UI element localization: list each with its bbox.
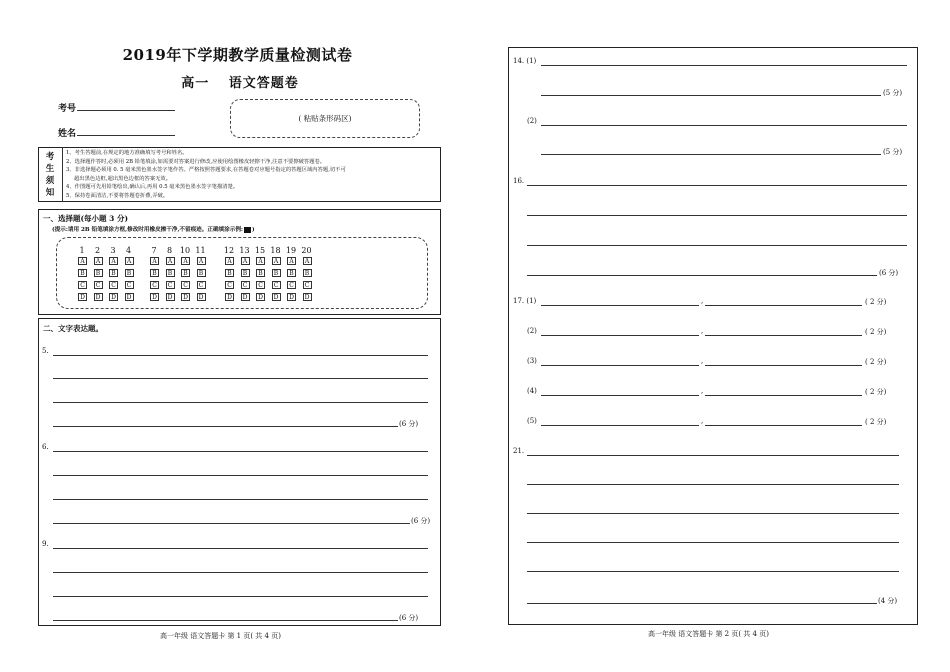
answer-bubble-b[interactable]: B: [166, 269, 175, 277]
answer-bubble-d[interactable]: D: [197, 293, 206, 301]
question-label: 17. (1): [513, 297, 537, 305]
answer-bubble-b[interactable]: B: [125, 269, 134, 277]
answer-bubble-b[interactable]: B: [241, 269, 250, 277]
answer-line[interactable]: [541, 365, 699, 366]
answer-line[interactable]: [527, 185, 907, 186]
answer-bubble-c[interactable]: C: [287, 281, 296, 289]
exam-subtitle: 高一 语文答题卷: [181, 76, 299, 91]
answer-bubble-d[interactable]: D: [109, 293, 118, 301]
right-answer-box: [508, 47, 918, 625]
separator: ,: [701, 357, 704, 365]
answer-bubble-a[interactable]: A: [78, 257, 87, 265]
barcode-label: ( 粘贴条形码区): [298, 114, 352, 123]
answer-bubble-c[interactable]: C: [166, 281, 175, 289]
answer-bubble-d[interactable]: D: [241, 293, 250, 301]
answer-line[interactable]: [541, 395, 699, 396]
answer-line[interactable]: [541, 305, 699, 306]
question-label: 6.: [42, 443, 49, 451]
answer-line[interactable]: [53, 548, 428, 549]
separator: ,: [701, 327, 704, 335]
answer-bubble-b[interactable]: B: [256, 269, 265, 277]
answer-line[interactable]: [705, 335, 862, 336]
notice-label: [38, 147, 63, 202]
question-label: (2): [527, 327, 537, 335]
answer-line[interactable]: [705, 395, 862, 396]
expression-title: 二、文字表达题。: [43, 324, 103, 333]
answer-bubble-a[interactable]: A: [197, 257, 206, 265]
answer-bubble-a[interactable]: A: [256, 257, 265, 265]
answer-bubble-d[interactable]: D: [181, 293, 190, 301]
name-label: 姓名: [58, 129, 77, 139]
answer-line[interactable]: [541, 425, 699, 426]
answer-bubble-b[interactable]: B: [78, 269, 87, 277]
question-score: (6 分): [399, 614, 419, 622]
question-score: ( 2 分): [865, 298, 887, 306]
question-number: 1: [79, 246, 85, 255]
answer-bubble-b[interactable]: B: [181, 269, 190, 277]
question-label: 21.: [513, 447, 525, 455]
separator: ,: [701, 387, 704, 395]
answer-bubble-c[interactable]: C: [241, 281, 250, 289]
answer-bubble-c[interactable]: C: [125, 281, 134, 289]
notice-line: 2、选择题作答时,必须用 2B 铅笔填涂,如需要对答案进行修改,应使用绘图橡皮轻擦干净,注意不要擦破答题卷。: [66, 158, 326, 165]
answer-line[interactable]: [53, 572, 428, 573]
answer-bubble-c[interactable]: C: [303, 281, 312, 289]
question-number: 12: [223, 246, 235, 255]
question-score: (4 分): [878, 597, 898, 605]
question-label: 5.: [42, 347, 49, 355]
exam-no-field[interactable]: [77, 110, 175, 111]
question-number: 10: [179, 246, 191, 255]
answer-line[interactable]: [527, 513, 899, 514]
notice-char: 知: [45, 187, 55, 198]
question-number: 7: [151, 246, 157, 255]
question-number: 4: [125, 246, 132, 255]
answer-line[interactable]: [527, 571, 899, 572]
question-score: (5 分): [883, 89, 903, 97]
answer-bubble-c[interactable]: C: [109, 281, 118, 289]
answer-bubble-c[interactable]: C: [94, 281, 103, 289]
answer-line[interactable]: [541, 65, 907, 66]
answer-line[interactable]: [53, 499, 428, 500]
answer-bubble-d[interactable]: D: [150, 293, 159, 301]
answer-line[interactable]: [705, 365, 862, 366]
notice-char: 须: [45, 175, 55, 186]
choice-title: 一、选择题(每小题 3 分): [43, 214, 129, 223]
hint-text: (提示:请用 2B 铅笔填涂方框,修改时用橡皮擦干净,不留痕迹。正确填涂示例:: [52, 227, 243, 233]
question-number: 13: [239, 246, 250, 255]
answer-line[interactable]: [53, 451, 428, 452]
answer-line[interactable]: [705, 305, 862, 306]
answer-bubble-a[interactable]: A: [303, 257, 312, 265]
separator: ,: [701, 297, 704, 305]
answer-bubble-a[interactable]: A: [272, 257, 281, 265]
answer-bubble-b[interactable]: B: [272, 269, 281, 277]
answer-line[interactable]: [53, 620, 398, 621]
answer-line[interactable]: [53, 523, 410, 524]
answer-bubble-c[interactable]: C: [150, 281, 159, 289]
answer-line[interactable]: [705, 425, 862, 426]
answer-bubble-a[interactable]: A: [225, 257, 234, 265]
notice-line: 5、保持卷面清洁,不要将答题卷折叠,弄破。: [66, 192, 169, 199]
question-number: 11: [195, 246, 206, 255]
answer-bubble-d[interactable]: D: [272, 293, 281, 301]
answer-bubble-a[interactable]: A: [109, 257, 118, 265]
answer-bubble-d[interactable]: D: [166, 293, 175, 301]
question-score: ( 2 分): [865, 418, 887, 426]
answer-line[interactable]: [541, 95, 881, 96]
answer-bubble-c[interactable]: C: [256, 281, 265, 289]
answer-bubble-c[interactable]: C: [225, 281, 234, 289]
answer-line[interactable]: [527, 484, 899, 485]
answer-bubble-c[interactable]: C: [181, 281, 190, 289]
question-number: 19: [285, 246, 297, 255]
answer-bubble-a[interactable]: A: [181, 257, 190, 265]
question-score: ( 2 分): [865, 328, 887, 336]
answer-bubble-b[interactable]: B: [150, 269, 159, 277]
notice-line: 3、非选择题必须用 0. 5 毫米黑色墨水签字笔作答。严格按照答题要求,在答题卷对应题号指定的答题区域内答题,切不可: [66, 167, 346, 173]
answer-bubble-a[interactable]: A: [150, 257, 159, 265]
question-label: (5): [527, 417, 537, 425]
page-footer: 高一年级 语文答题卡 第 2 页( 共 4 页): [648, 630, 769, 638]
answer-line[interactable]: [53, 426, 398, 427]
answer-bubble-c[interactable]: C: [78, 281, 87, 289]
notice-line: 4、作图题可先用铅笔绘出,确认后,再用 0.5 毫米黑色墨水签字笔描清楚。: [66, 184, 239, 190]
answer-line[interactable]: [541, 335, 699, 336]
notice-line: 超出黑色边框,超出黑色边框的答案无效。: [74, 175, 172, 182]
exam-title: 2019年下学期教学质量检测试卷: [122, 46, 353, 64]
exam-no-label: 考号: [58, 104, 77, 114]
answer-bubble-c[interactable]: C: [197, 281, 206, 289]
answer-line[interactable]: [53, 596, 428, 597]
question-number: 20: [301, 246, 312, 255]
answer-line[interactable]: [541, 154, 881, 155]
answer-bubble-a[interactable]: A: [125, 257, 134, 265]
answer-bubble-d[interactable]: D: [125, 293, 134, 301]
answer-bubble-a[interactable]: A: [166, 257, 175, 265]
name-field[interactable]: [77, 135, 175, 136]
answer-bubble-b[interactable]: B: [303, 269, 312, 277]
question-score: (6 分): [411, 517, 431, 525]
separator: ,: [701, 417, 704, 425]
question-number: 18: [270, 246, 281, 255]
answer-bubble-d[interactable]: D: [78, 293, 87, 301]
answer-bubble-d[interactable]: D: [287, 293, 296, 301]
answer-line[interactable]: [541, 125, 907, 126]
answer-line[interactable]: [527, 215, 907, 216]
notice-line: 1、考生答题前,在规定的地方准确填写考号和姓名。: [66, 150, 188, 156]
filled-example-icon: [244, 227, 251, 233]
question-label: (2): [527, 117, 537, 125]
answer-bubble-a[interactable]: A: [287, 257, 296, 265]
answer-bubble-b[interactable]: B: [225, 269, 234, 277]
answer-line[interactable]: [53, 378, 428, 379]
question-score: ( 2 分): [865, 388, 887, 396]
answer-bubble-d[interactable]: D: [256, 293, 265, 301]
answer-line[interactable]: [53, 402, 428, 403]
question-score: ( 2 分): [865, 358, 887, 366]
question-number: 2: [94, 246, 101, 255]
notice-char: 考: [45, 151, 55, 162]
question-number: 3: [110, 246, 116, 255]
answer-bubble-c[interactable]: C: [272, 281, 281, 289]
notice-text: [66, 149, 346, 200]
question-score: (5 分): [883, 148, 903, 156]
answer-bubble-b[interactable]: B: [94, 269, 103, 277]
answer-line[interactable]: [527, 455, 899, 456]
question-label: (3): [527, 357, 537, 365]
question-label: (4): [527, 387, 537, 395]
answer-line[interactable]: [527, 603, 877, 604]
barcode-area: [230, 99, 420, 138]
question-label: 14. (1): [513, 57, 537, 65]
answer-bubble-a[interactable]: A: [94, 257, 103, 265]
answer-line[interactable]: [53, 475, 428, 476]
question-score: (6 分): [399, 420, 419, 428]
expression-section: [38, 318, 441, 626]
answer-bubble-a[interactable]: A: [241, 257, 250, 265]
question-number: 15: [254, 246, 266, 255]
page-footer: 高一年级 语文答题卡 第 1 页( 共 4 页): [160, 632, 281, 640]
question-label: 9.: [42, 540, 49, 548]
choice-hint: [52, 225, 255, 233]
answer-line[interactable]: [53, 355, 428, 356]
answer-bubble-d[interactable]: D: [225, 293, 234, 301]
notice-char: 生: [45, 163, 55, 174]
answer-bubble-b[interactable]: B: [287, 269, 296, 277]
answer-bubble-d[interactable]: D: [94, 293, 103, 301]
answer-bubble-d[interactable]: D: [303, 293, 312, 301]
hint-close: ): [252, 227, 255, 233]
question-label: 16.: [513, 177, 525, 185]
question-score: (6 分): [879, 269, 899, 277]
answer-line[interactable]: [527, 542, 899, 543]
answer-line[interactable]: [527, 275, 877, 276]
answer-bubble-b[interactable]: B: [197, 269, 206, 277]
question-number: 8: [166, 246, 173, 255]
answer-line[interactable]: [527, 245, 907, 246]
answer-bubble-b[interactable]: B: [109, 269, 118, 277]
